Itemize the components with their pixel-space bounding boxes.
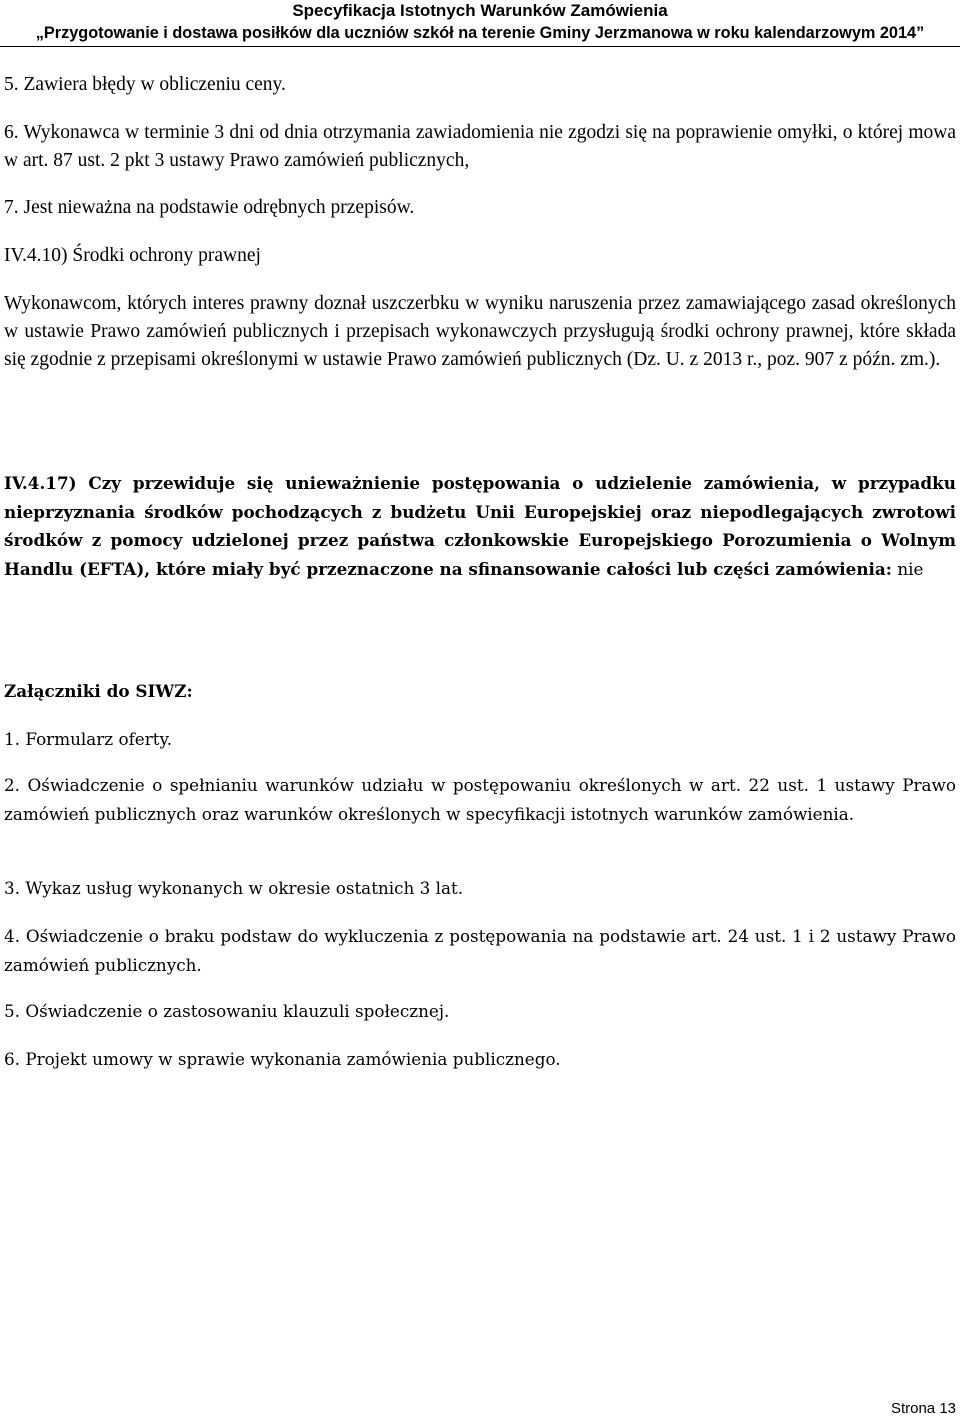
list-item: 5. Zawiera błędy w obliczeniu ceny.: [4, 74, 286, 95]
attachment-item: 6. Projekt umowy w sprawie wykonania zamówienia publicznego.: [4, 1049, 561, 1069]
section-heading: IV.4.10) Środki ochrony prawnej: [4, 245, 261, 266]
list-item: 7. Jest nieważna na podstawie odrębnych przepisów.: [4, 197, 415, 218]
list-item: 6. Wykonawca w terminie 3 dni od dnia otrzymania zawiadomienia nie zgodzi się na poprawienie omyłki, o której mowa w art. 87 ust. 2 pkt 3 ustawy Prawo zamówień publicznych,: [4, 122, 956, 171]
document-subtitle: „Przygotowanie i dostawa posiłków dla uczniów szkół na terenie Gminy Jerzmanowa w roku kalendarzowym 2014”: [35, 24, 925, 42]
question-answer: nie: [892, 558, 924, 579]
attachment-item: 5. Oświadczenie o zastosowaniu klauzuli społecznej.: [4, 1001, 450, 1021]
attachment-item: 3. Wykaz usług wykonanych w okresie ostatnich 3 lat.: [4, 878, 464, 898]
attachments-heading: Załączniki do SIWZ:: [4, 681, 193, 701]
attachment-item: 1. Formularz oferty.: [4, 729, 173, 749]
document-title: Specyfikacja Istotnych Warunków Zamówienia: [292, 1, 668, 20]
question-text: IV.4.17) Czy przewiduje się unieważnienie postępowania o udzielenie zamówienia, w przypadku nieprzyznania środków pochodzących z budżetu Unii Europejskiej oraz niepodlegających zwrotowi środków z pomocy udzielonej przez państwa członkowskie Europejskiego Porozumienia o Wolnym Handlu (EFTA), które miały być przeznaczone na sfinansowanie całości lub części zamówienia:: [4, 473, 956, 579]
attachment-item: 2. Oświadczenie o spełnianiu warunków udziału w postępowaniu określonych w art. 22 ust. 1 ustawy Prawo zamówień publicznych oraz warunków określonych w specyfikacji istotnych warunków zamówienia.: [4, 775, 956, 824]
page-number: Strona 13: [890, 1400, 956, 1417]
section-question: [4, 469, 956, 583]
section-body: Wykonawcom, których interes prawny doznał uszczerbku w wyniku naruszenia przez zamawiającego zasad określonych w ustawie Prawo zamówień publicznych i przepisach wykonawczych przysługują środki ochrony prawnej, które składa się zgodnie z przepisami określonymi w ustawie Prawo zamówień publicznych (Dz. U. z 2013 r., poz. 907 z późn. zm.).: [4, 293, 956, 370]
page-header: [0, 0, 960, 47]
attachment-item: 4. Oświadczenie o braku podstaw do wykluczenia z postępowania na podstawie art. 24 ust. 1 i 2 ustawy Prawo zamówień publicznych.: [4, 926, 956, 975]
